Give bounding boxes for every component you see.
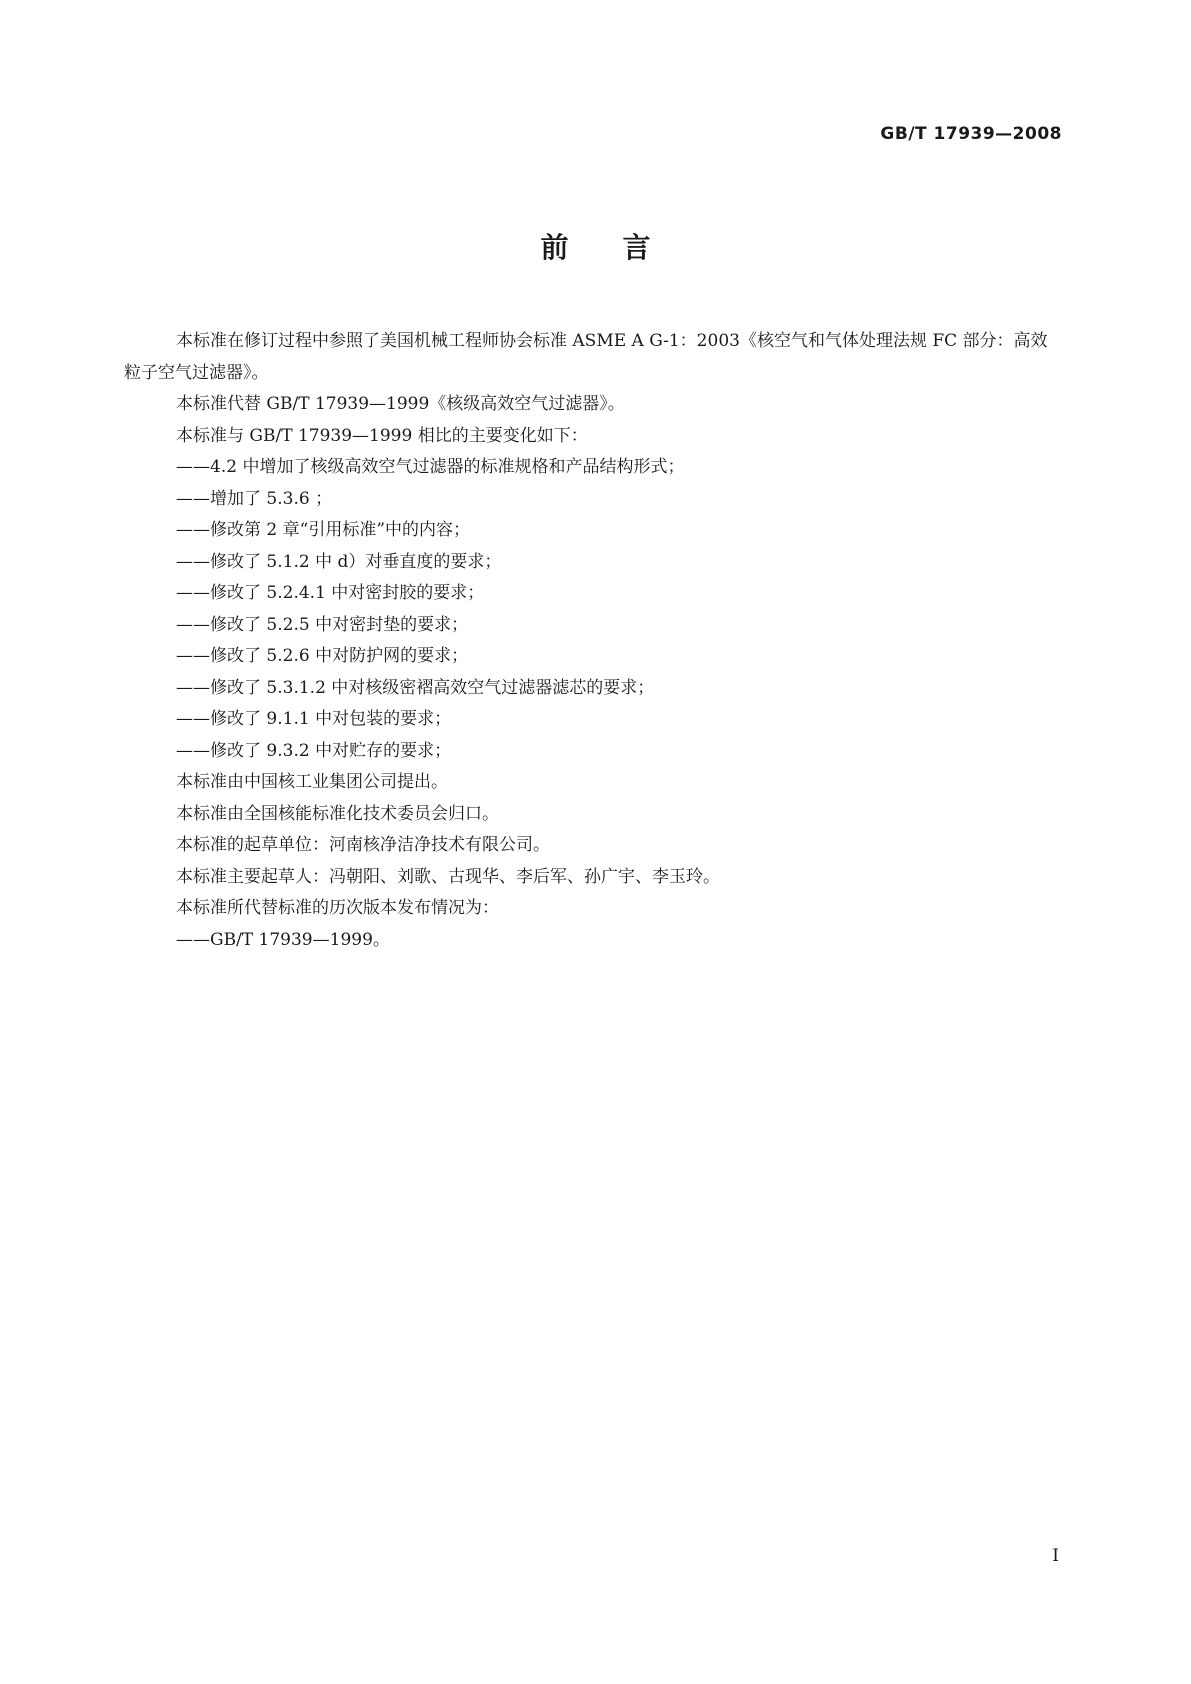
history-intro-paragraph: 本标准所代替标准的历次版本发布情况为： (176, 898, 499, 918)
centralized-paragraph: 本标准由全国核能标准化技术委员会归口。 (176, 803, 499, 824)
proposer-paragraph: 本标准由中国核工业集团公司提出。 (176, 772, 448, 792)
list-item: ——4.2 中增加了核级高效空气过滤器的标准规格和产品结构形式； (176, 457, 685, 477)
intro-paragraph-changes: 本标准与 GB/T 17939—1999 相比的主要变化如下： (176, 425, 588, 446)
intro-paragraph-reference: 本标准在修订过程中参照了美国机械工程师协会标准 ASME A G-1：2003《核空气和气体处理法规 FC 部分：高效粒子空气过滤器》。 (124, 331, 1048, 383)
page-title: 前言 (540, 231, 705, 264)
list-item: ——修改了 5.2.4.1 中对密封胶的要求； (176, 583, 485, 603)
drafting-unit-paragraph: 本标准的起草单位：河南核净洁净技术有限公司。 (176, 835, 550, 855)
list-item: ——修改了 5.1.2 中 d）对垂直度的要求； (176, 551, 502, 572)
standard-code: GB/T 17939—2008 (880, 124, 1062, 144)
history-list-item: ——GB/T 17939—1999。 (176, 929, 390, 950)
drafters-paragraph: 本标准主要起草人：冯朝阳、刘歌、古现华、李后军、孙广宇、李玉玲。 (176, 866, 720, 887)
document-body (124, 326, 1064, 956)
page-number: I (1052, 1546, 1059, 1566)
changes-list (124, 452, 1064, 767)
list-item: ——修改了 5.2.5 中对密封垫的要求； (176, 614, 469, 635)
list-item: ——修改第 2 章“引用标准”中的内容； (176, 520, 471, 540)
list-item: ——修改了 5.2.6 中对防护网的要求； (176, 646, 469, 666)
intro-paragraph-replaces: 本标准代替 GB/T 17939—1999《核级高效空气过滤器》。 (176, 394, 625, 414)
list-item: ——修改了 9.3.2 中对贮存的要求； (176, 740, 452, 761)
list-item: ——增加了 5.3.6 ； (176, 488, 333, 509)
list-item: ——修改了 9.1.1 中对包装的要求； (176, 709, 452, 729)
list-item: ——修改了 5.3.1.2 中对核级密褶高效空气过滤器滤芯的要求； (176, 677, 655, 698)
